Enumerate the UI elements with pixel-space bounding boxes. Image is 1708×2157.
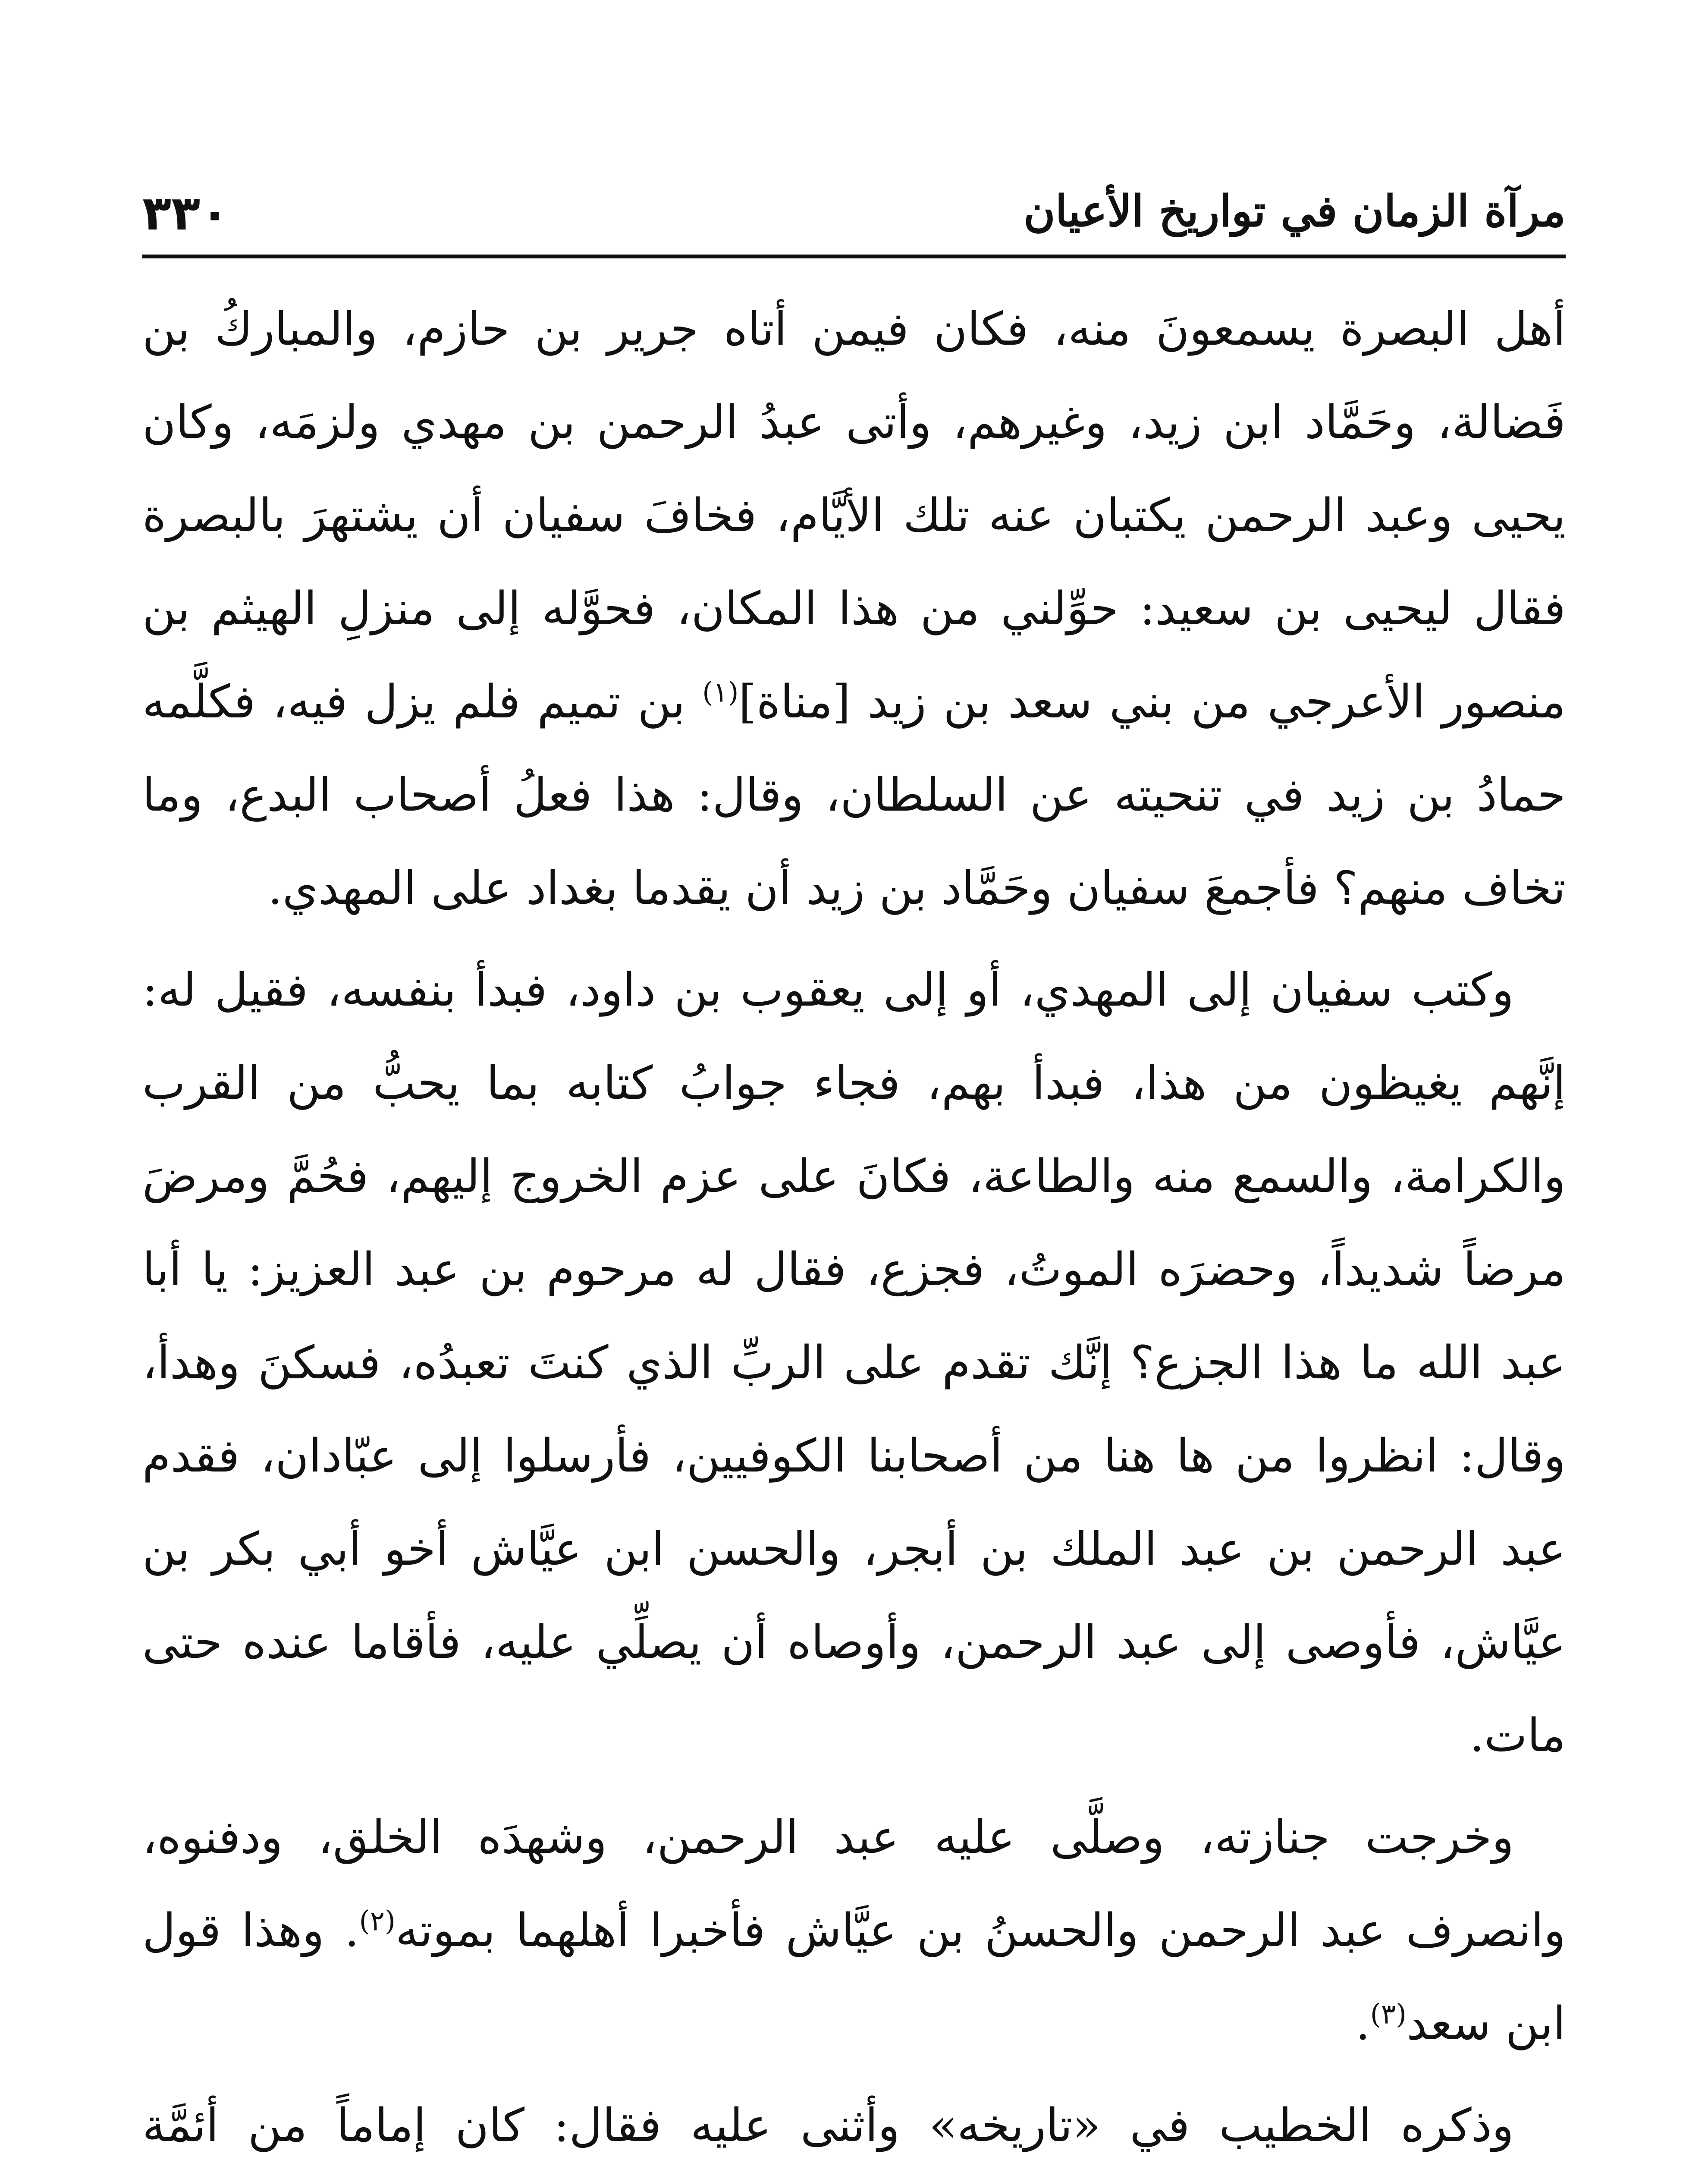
running-title: مرآة الزمان في تواريخ الأعيان: [1024, 186, 1566, 236]
paragraph-1: أهل البصرة يسمعونَ منه، فكان فيمن أتاه جرير بن حازم، والمباركُ بن فَضالة، وحَمَّاد ابن زيد، وغيرهم، وأتى عبدُ الرحمن بن مهدي ولزمَه، وكان يحيى وعبد الرحمن يكتبان عنه تلك الأيَّام، فخافَ سفيان أن يشتهرَ بالبصرة فقال ليحيى بن سعيد: حوِّلني من هذا المكان، فحوَّله إلى منزلِ الهيثم بن منصور الأعرجي من بني سعد بن زيد [مناة]$^{(١)}$ بن تميم فلم يزل فيه، فكلَّمه حمادُ بن زيد في تنحيته عن السلطان، وقال: هذا فعلُ أصحاب البدع، وما تخاف منهم؟ فأجمعَ سفيان وحَمَّاد بن زيد أن يقدما بغداد على المهدي.: [142, 302, 1566, 915]
header-divider: [142, 255, 1566, 258]
main-text: [142, 283, 1566, 2157]
paragraph-4: وذكره الخطيب في «تاريخه» وأثنى عليه فقال: كان إماماً من أئمَّة: [142, 2099, 1514, 2152]
paragraph-3: وخرجت جنازته، وصلَّى عليه عبد الرحمن، وشهدَه الخلق، ودفنوه، وانصرف عبد الرحمن والحسنُ بن عيَّاش فأخبرا أهلهما بموته$^{(٢)}$. وهذا قول ابن سعد$^{(٣)}$.: [142, 1811, 1566, 2050]
paragraph-2: وكتب سفيان إلى المهدي، أو إلى يعقوب بن داود، فبدأ بنفسه، فقيل له: إنَّهم يغيظون من هذا، فبدأ بهم، فجاء جوابُ كتابه بما يحبُّ من القرب والكرامة، والسمع منه والطاعة، فكانَ على عزم الخروج إليهم، فحُمَّ ومرضَ مرضاً شديداً، وحضرَه الموتُ، فجزع، فقال له مرحوم بن عبد العزيز: يا أبا عبد الله ما هذا الجزع؟ إنَّك تقدم على الربِّ الذي كنتَ تعبدُه، فسكنَ وهدأ، وقال: انظروا من ها هنا من أصحابنا الكوفيين، فأرسلوا إلى عبّادان، فقدم عبد الرحمن بن عبد الملك بن أبجر، والحسن ابن عيَّاش أخو أبي بكر بن عيَّاش، فأوصى إلى عبد الرحمن، وأوصاه أن يصلِّي عليه، فأقاما عنده حتى مات.: [142, 963, 1566, 1762]
page-number: ٣٣٠: [142, 186, 229, 241]
footnote-ref-1: (١): [702, 676, 739, 709]
page-header: [142, 177, 1566, 259]
footnote-ref-3: (٣): [1370, 1998, 1407, 2031]
footnote-ref-2: (٢): [359, 1905, 396, 1937]
